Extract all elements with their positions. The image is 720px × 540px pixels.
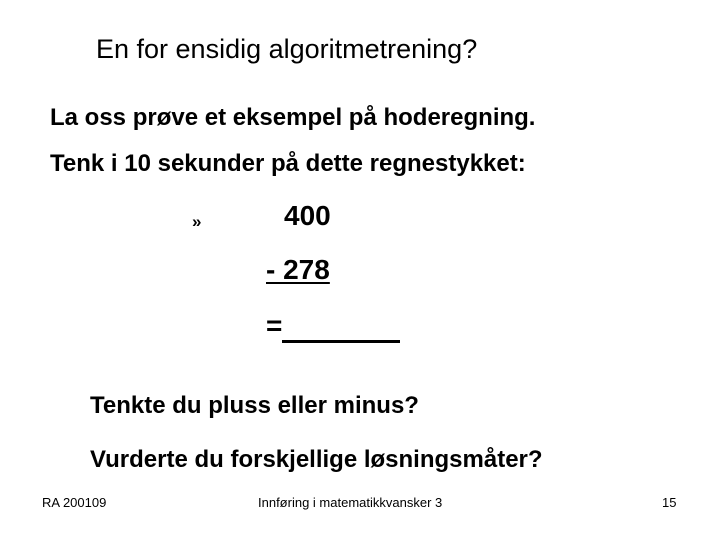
- calc-subtrahend: - 278: [266, 254, 330, 285]
- footer-page-number: 15: [662, 495, 677, 510]
- question-solution-methods: Vurderte du forskjellige løsningsmåter?: [90, 446, 543, 473]
- answer-blank-line: [282, 340, 400, 343]
- calc-equals-sign: =: [266, 310, 283, 341]
- bullet-think-instruction: Tenk i 10 sekunder på dette regnestykket:: [50, 150, 526, 177]
- slide-title: En for ensidig algoritmetrening?: [96, 34, 478, 64]
- footer-course-title: Innføring i matematikkvansker 3: [258, 495, 443, 510]
- bullet-example-intro: La oss prøve et eksempel på hoderegning.: [50, 104, 536, 131]
- calc-minuend: 400: [284, 200, 331, 231]
- footer-author-date: RA 200109: [42, 495, 107, 510]
- question-plus-minus: Tenkte du pluss eller minus?: [90, 392, 419, 419]
- sub-bullet-marker: »: [192, 212, 202, 231]
